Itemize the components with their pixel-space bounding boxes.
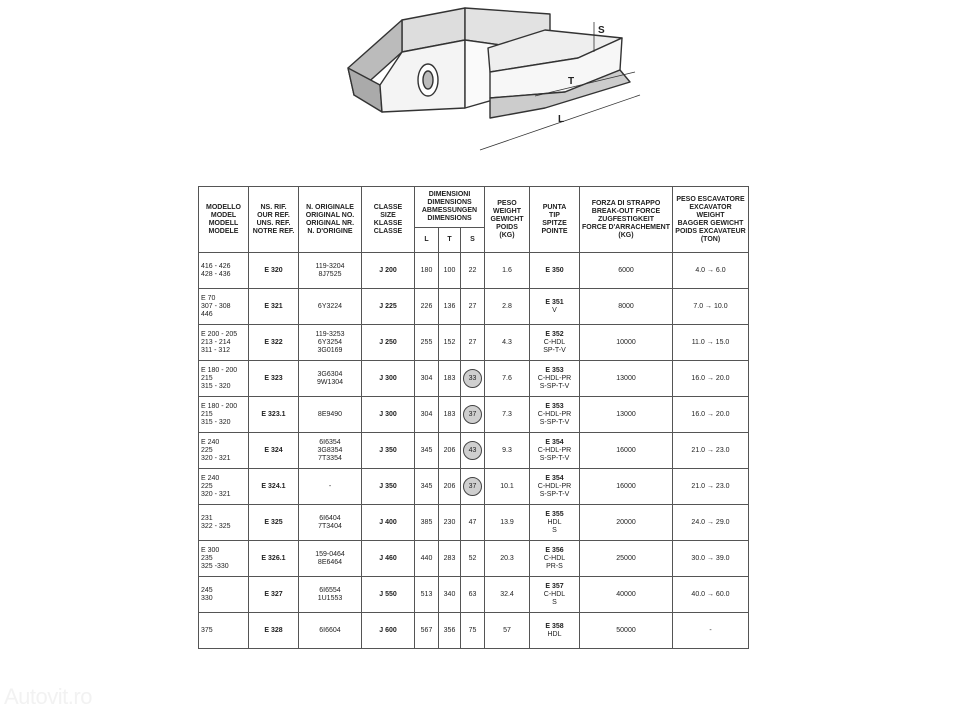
cell-cls: J 350 (362, 433, 415, 469)
cell-orig: 6I6354 3G8354 7T3354 (299, 433, 362, 469)
value: 27 (468, 302, 477, 310)
hdr-escav: PESO ESCAVATORE EXCAVATOR WEIGHT BAGGER GEWICHT POIDS EXCAVATEUR (TON) (673, 187, 749, 253)
cell-cls: J 200 (362, 253, 415, 289)
value: 52 (468, 554, 477, 562)
cell-cls: J 400 (362, 505, 415, 541)
cell-tip: E 353 C-HDL-PR S-SP-T-V (530, 397, 580, 433)
cell-l: 180 (415, 253, 439, 289)
cell-tip: E 357 C-HDL S (530, 577, 580, 613)
cell-orig: 159-0464 8E6464 (299, 541, 362, 577)
cell-cls: J 300 (362, 397, 415, 433)
hdr-ref: NS. RIF. OUR REF. UNS. REF. NOTRE REF. (249, 187, 299, 253)
cell-excav: 40.0 → 60.0 (673, 577, 749, 613)
cell-peso: 10.1 (485, 469, 530, 505)
table-row (199, 505, 749, 541)
cell-excav: 21.0 → 23.0 (673, 469, 749, 505)
cell-model: E 70 307 - 308 446 (199, 289, 249, 325)
cell-ref: E 328 (249, 613, 299, 649)
circled-value: 43 (463, 441, 482, 460)
value: 63 (468, 590, 477, 598)
cell-ref: E 322 (249, 325, 299, 361)
cell-s (461, 469, 485, 505)
cell-cls: J 550 (362, 577, 415, 613)
cell-s (461, 577, 485, 613)
cell-t: 183 (439, 361, 461, 397)
cell-force: 50000 (580, 613, 673, 649)
cell-s (461, 613, 485, 649)
cell-orig: 3G6304 9W1304 (299, 361, 362, 397)
table-row (199, 325, 749, 361)
label-s: S (598, 25, 605, 36)
cell-l: 226 (415, 289, 439, 325)
cell-l: 345 (415, 433, 439, 469)
cell-orig: - (299, 469, 362, 505)
table-row (199, 361, 749, 397)
cell-l: 304 (415, 397, 439, 433)
cell-model: 231 322 - 325 (199, 505, 249, 541)
cell-excav: 16.0 → 20.0 (673, 397, 749, 433)
cell-t: 206 (439, 433, 461, 469)
cell-tip: E 354 C-HDL-PR S-SP-T-V (530, 433, 580, 469)
cell-excav: - (673, 613, 749, 649)
value: 22 (468, 266, 477, 274)
cell-orig: 6I6554 1U1553 (299, 577, 362, 613)
cell-model: E 180 - 200 215 315 - 320 (199, 361, 249, 397)
cell-ref: E 324.1 (249, 469, 299, 505)
cell-t: 230 (439, 505, 461, 541)
table-row (199, 469, 749, 505)
cell-l: 440 (415, 541, 439, 577)
cell-orig: 8E9490 (299, 397, 362, 433)
cell-s (461, 433, 485, 469)
cell-excav: 7.0 → 10.0 (673, 289, 749, 325)
cell-l: 567 (415, 613, 439, 649)
circled-value: 37 (463, 405, 482, 424)
cell-cls: J 600 (362, 613, 415, 649)
table-row (199, 577, 749, 613)
cell-excav: 24.0 → 29.0 (673, 505, 749, 541)
cell-model: E 240 225 320 - 321 (199, 469, 249, 505)
cell-force: 13000 (580, 361, 673, 397)
table-row (199, 289, 749, 325)
tooth-adapter-drawing (340, 0, 670, 160)
cell-ref: E 324 (249, 433, 299, 469)
cell-l: 513 (415, 577, 439, 613)
circled-value: 37 (463, 477, 482, 496)
cell-model: 245 330 (199, 577, 249, 613)
label-l: L (558, 114, 565, 125)
cell-cls: J 250 (362, 325, 415, 361)
watermark: Autovit.ro (4, 684, 92, 709)
cell-l: 385 (415, 505, 439, 541)
cell-force: 40000 (580, 577, 673, 613)
cell-l: 345 (415, 469, 439, 505)
value: 47 (468, 518, 477, 526)
cell-s (461, 253, 485, 289)
hdr-peso: PESO WEIGHT GEWICHT POIDS (KG) (485, 187, 530, 253)
cell-ref: E 323.1 (249, 397, 299, 433)
cell-tip: E 352 C-HDL SP-T-V (530, 325, 580, 361)
hdr-modello: MODELLO MODEL MODELL MODELE (199, 187, 249, 253)
cell-s (461, 325, 485, 361)
cell-orig: 6I6404 7T3404 (299, 505, 362, 541)
cell-excav: 4.0 → 6.0 (673, 253, 749, 289)
cell-peso: 2.8 (485, 289, 530, 325)
cell-tip: E 356 C-HDL PR-S (530, 541, 580, 577)
circled-value: 33 (463, 369, 482, 388)
cell-peso: 9.3 (485, 433, 530, 469)
cell-cls: J 300 (362, 361, 415, 397)
cell-s (461, 361, 485, 397)
value: 27 (468, 338, 477, 346)
table-row (199, 397, 749, 433)
cell-peso: 7.3 (485, 397, 530, 433)
cell-peso: 4.3 (485, 325, 530, 361)
cell-l: 255 (415, 325, 439, 361)
cell-orig: 6Y3224 (299, 289, 362, 325)
cell-t: 183 (439, 397, 461, 433)
cell-s (461, 397, 485, 433)
cell-force: 20000 (580, 505, 673, 541)
cell-l: 304 (415, 361, 439, 397)
cell-peso: 32.4 (485, 577, 530, 613)
cell-excav: 16.0 → 20.0 (673, 361, 749, 397)
cell-orig: 119-3253 6Y3254 3G0169 (299, 325, 362, 361)
cell-ref: E 323 (249, 361, 299, 397)
table-row (199, 613, 749, 649)
cell-excav: 11.0 → 15.0 (673, 325, 749, 361)
cell-tip: E 351 V (530, 289, 580, 325)
cell-tip: E 350 (530, 253, 580, 289)
cell-force: 8000 (580, 289, 673, 325)
cell-t: 340 (439, 577, 461, 613)
label-t: T (568, 76, 575, 87)
cell-force: 6000 (580, 253, 673, 289)
cell-force: 10000 (580, 325, 673, 361)
hdr-sub-s: S (461, 228, 485, 253)
cell-tip: E 358 HDL (530, 613, 580, 649)
cell-t: 356 (439, 613, 461, 649)
cell-force: 13000 (580, 397, 673, 433)
cell-tip: E 354 C-HDL-PR S-SP-T-V (530, 469, 580, 505)
hdr-dim: DIMENSIONI DIMENSIONS ABMESSUNGEN DIMENSIONS (415, 187, 485, 228)
cell-ref: E 321 (249, 289, 299, 325)
hdr-sub-l: L (415, 228, 439, 253)
cell-s (461, 505, 485, 541)
cell-model: E 180 - 200 215 315 - 320 (199, 397, 249, 433)
cell-force: 25000 (580, 541, 673, 577)
cell-peso: 57 (485, 613, 530, 649)
cell-peso: 13.9 (485, 505, 530, 541)
cell-model: 375 (199, 613, 249, 649)
cell-t: 206 (439, 469, 461, 505)
hdr-sub-t: T (439, 228, 461, 253)
cell-t: 136 (439, 289, 461, 325)
cell-model: 416 - 426 428 - 436 (199, 253, 249, 289)
cell-tip: E 353 C-HDL-PR S-SP-T-V (530, 361, 580, 397)
cell-peso: 7.6 (485, 361, 530, 397)
cell-ref: E 320 (249, 253, 299, 289)
hdr-punta: PUNTA TIP SPITZE POINTE (530, 187, 580, 253)
hdr-classe: CLASSE SIZE KLASSE CLASSE (362, 187, 415, 253)
cell-cls: J 225 (362, 289, 415, 325)
cell-orig: 6I6604 (299, 613, 362, 649)
cell-s (461, 541, 485, 577)
cell-t: 283 (439, 541, 461, 577)
cell-model: E 240 225 320 - 321 (199, 433, 249, 469)
cell-ref: E 325 (249, 505, 299, 541)
cell-cls: J 350 (362, 469, 415, 505)
cell-ref: E 327 (249, 577, 299, 613)
cell-model: E 200 - 205 213 - 214 311 - 312 (199, 325, 249, 361)
hdr-forza: FORZA DI STRAPPO BREAK-OUT FORCE ZUGFESTIGKEIT FORCE D'ARRACHEMENT (KG) (580, 187, 673, 253)
cell-force: 16000 (580, 433, 673, 469)
cell-excav: 30.0 → 39.0 (673, 541, 749, 577)
cell-ref: E 326.1 (249, 541, 299, 577)
cell-peso: 20.3 (485, 541, 530, 577)
cell-t: 152 (439, 325, 461, 361)
table-row (199, 433, 749, 469)
hdr-orig: N. ORIGINALE ORIGINAL NO. ORIGINAL NR. N. D'ORIGINE (299, 187, 362, 253)
cell-cls: J 460 (362, 541, 415, 577)
value: 75 (468, 626, 477, 634)
cell-excav: 21.0 → 23.0 (673, 433, 749, 469)
cell-model: E 300 235 325 -330 (199, 541, 249, 577)
spec-table (198, 186, 749, 649)
cell-s (461, 289, 485, 325)
cell-force: 16000 (580, 469, 673, 505)
cell-peso: 1.6 (485, 253, 530, 289)
table-row (199, 253, 749, 289)
table-row (199, 541, 749, 577)
cell-orig: 119-3204 8J7525 (299, 253, 362, 289)
cell-t: 100 (439, 253, 461, 289)
cell-tip: E 355 HDL S (530, 505, 580, 541)
